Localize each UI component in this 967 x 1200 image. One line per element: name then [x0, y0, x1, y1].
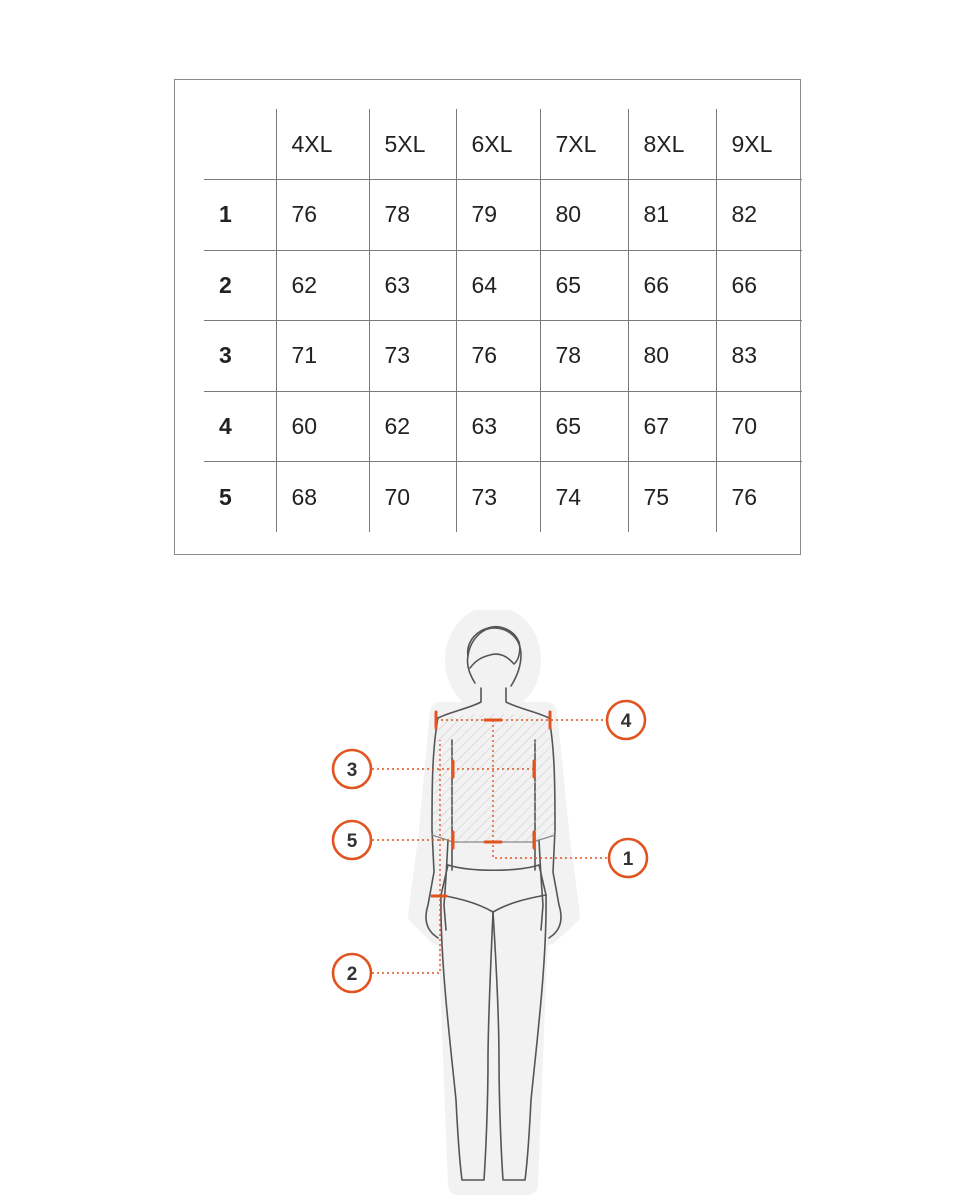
- marker-5-label: 5: [346, 831, 358, 852]
- table-cell: 68: [276, 462, 369, 533]
- row-label: 4: [204, 391, 276, 462]
- size-header-6xl: 6XL: [456, 109, 540, 180]
- measurement-diagram: [300, 610, 680, 1195]
- table-cell: 66: [628, 250, 716, 321]
- table-cell: 63: [369, 250, 456, 321]
- table-cell: 73: [369, 321, 456, 392]
- row-label: 1: [204, 180, 276, 251]
- table-row: [204, 180, 802, 251]
- size-header-8xl: 8XL: [628, 109, 716, 180]
- table-cell: 80: [540, 180, 628, 251]
- marker-3-label: 3: [346, 760, 358, 781]
- marker-5: [333, 821, 371, 859]
- table-cell: 70: [369, 462, 456, 533]
- table-cell: 60: [276, 391, 369, 462]
- table-cell: 80: [628, 321, 716, 392]
- size-header-7xl: 7XL: [540, 109, 628, 180]
- marker-1: [609, 839, 647, 877]
- marker-3: [333, 750, 371, 788]
- table-cell: 78: [369, 180, 456, 251]
- table-row: [204, 321, 802, 392]
- table-cell: 62: [369, 391, 456, 462]
- table-row: [204, 462, 802, 533]
- size-chart-table: [204, 109, 802, 532]
- table-cell: 82: [716, 180, 802, 251]
- table-cell: 76: [716, 462, 802, 533]
- marker-2-label: 2: [346, 964, 358, 985]
- table-cell: 81: [628, 180, 716, 251]
- table-cell: 74: [540, 462, 628, 533]
- table-cell: 83: [716, 321, 802, 392]
- marker-4: [607, 701, 645, 739]
- table-cell: 71: [276, 321, 369, 392]
- size-header-4xl: 4XL: [276, 109, 369, 180]
- corner-cell: [204, 109, 276, 180]
- table-cell: 70: [716, 391, 802, 462]
- shirt-area: [432, 714, 555, 842]
- table-cell: 63: [456, 391, 540, 462]
- table-cell: 75: [628, 462, 716, 533]
- row-label: 5: [204, 462, 276, 533]
- table-row: [204, 250, 802, 321]
- table-row: [204, 391, 802, 462]
- table-cell: 66: [716, 250, 802, 321]
- marker-1-label: 1: [622, 849, 634, 870]
- table-cell: 64: [456, 250, 540, 321]
- size-header-row: [204, 109, 802, 180]
- marker-2: [333, 954, 371, 992]
- table-cell: 76: [456, 321, 540, 392]
- marker-4-label: 4: [620, 711, 632, 732]
- size-header-5xl: 5XL: [369, 109, 456, 180]
- table-cell: 65: [540, 391, 628, 462]
- row-label: 3: [204, 321, 276, 392]
- size-header-9xl: 9XL: [716, 109, 802, 180]
- size-chart-frame: [174, 79, 801, 555]
- table-cell: 79: [456, 180, 540, 251]
- row-label: 2: [204, 250, 276, 321]
- table-cell: 67: [628, 391, 716, 462]
- table-cell: 78: [540, 321, 628, 392]
- table-cell: 62: [276, 250, 369, 321]
- table-cell: 65: [540, 250, 628, 321]
- table-cell: 76: [276, 180, 369, 251]
- table-cell: 73: [456, 462, 540, 533]
